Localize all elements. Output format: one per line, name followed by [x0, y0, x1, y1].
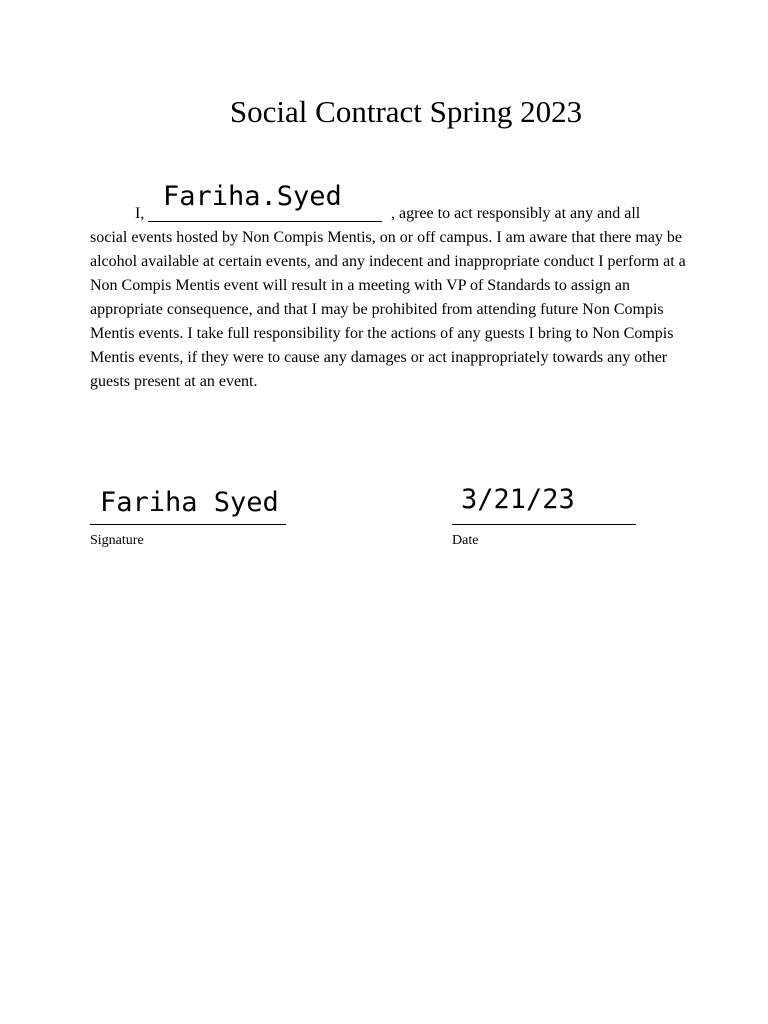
contract-body-text: social events hosted by Non Compis Mentis, on or off campus. I am aware that there may be alcohol available at certain events, and any indecent and inappropriate conduct I perform at a Non Compis Mentis event will result in a meeting with VP of Standards to assign an appropriate consequence, and that I may be prohibited from attending future Non Compis Mentis events. I take full responsibility for the actions of any guests I bring to Non Compis Mentis events, if they were to cause any damages or act inappropriately towards any other guests present at an event.: [90, 229, 686, 390]
signature-label: Signature: [90, 533, 144, 548]
contract-paragraph: [90, 181, 690, 394]
signature-line: [90, 524, 286, 525]
name-line: [90, 181, 690, 226]
date-line-dot: .: [633, 517, 636, 528]
signature-field[interactable]: Fariha Syed: [100, 487, 279, 518]
intro-prefix: I,: [135, 205, 145, 222]
document-title: Social Contract Spring 2023: [229, 94, 583, 129]
date-label: Date: [452, 533, 479, 548]
date-field[interactable]: 3/21/23: [461, 484, 575, 515]
signature-line-dot: .: [283, 517, 286, 528]
name-line-rest-text: , agree to act responsibly at any and all: [391, 205, 641, 222]
date-line: [452, 524, 636, 525]
filled-name-field[interactable]: Fariha.Syed: [163, 181, 342, 212]
